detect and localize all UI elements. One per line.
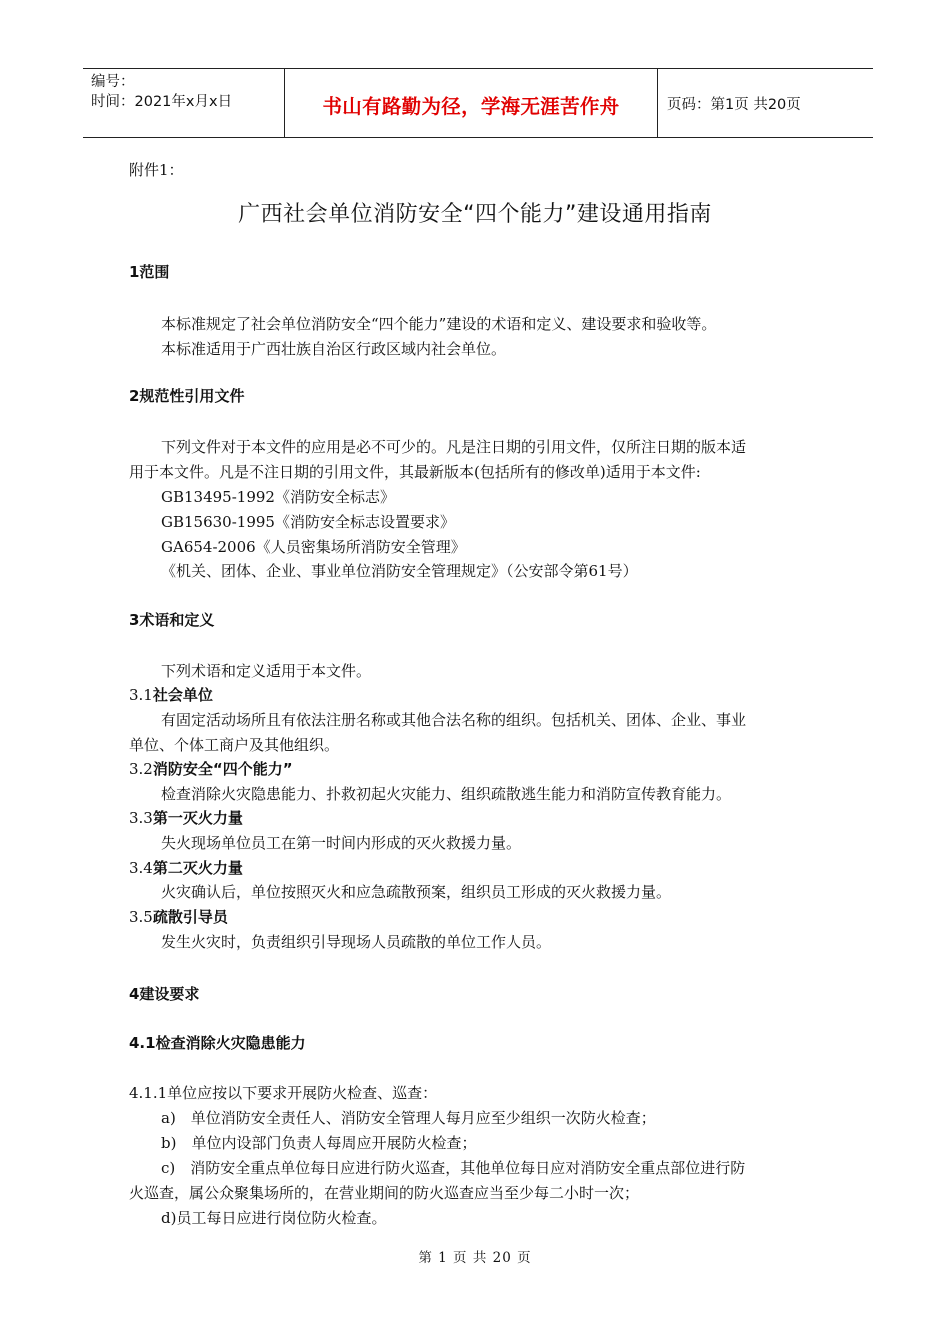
paragraph: 用于本文件。凡是不注日期的引用文件，其最新版本(包括所有的修改单)适用于本文件: bbox=[129, 463, 701, 481]
reference-item: GB15630-1995《消防安全标志设置要求》 bbox=[161, 513, 455, 531]
term-number: 3.4 bbox=[129, 859, 153, 877]
term-number: 3.5 bbox=[129, 908, 153, 926]
section-heading: 4建设要求 bbox=[129, 985, 200, 1003]
subsection-heading: 4.1检查消除火灾隐患能力 bbox=[129, 1034, 306, 1052]
header-meta bbox=[91, 72, 281, 112]
term-number: 3.1 bbox=[129, 686, 153, 704]
attachment-label: 附件1： bbox=[129, 161, 184, 179]
document-title: 广西社会单位消防安全“四个能力”建设通用指南 bbox=[238, 202, 712, 227]
term-heading bbox=[129, 858, 243, 878]
list-item: c) 消防安全重点单位每日应进行防火巡查，其他单位每日应对消防安全重点部位进行防 bbox=[161, 1159, 746, 1177]
term-heading bbox=[129, 808, 243, 828]
term-number: 3.3 bbox=[129, 809, 153, 827]
paragraph: 本标准规定了社会单位消防安全“四个能力”建设的术语和定义、建设要求和验收等。 bbox=[161, 315, 717, 333]
clause: 4.1.1单位应按以下要求开展防火检查、巡查： bbox=[129, 1084, 438, 1102]
term-definition: 单位、个体工商户及其他组织。 bbox=[129, 736, 340, 754]
header-page-info: 页码：第1页 共20页 bbox=[667, 97, 801, 113]
term-name: 消防安全“四个能力” bbox=[152, 760, 293, 778]
section-heading: 3术语和定义 bbox=[129, 611, 215, 629]
list-item: a) 单位消防安全责任人、消防安全管理人每月应至少组织一次防火检查； bbox=[161, 1109, 656, 1127]
document-number-label: 编号： bbox=[91, 74, 135, 90]
section-heading: 2规范性引用文件 bbox=[129, 387, 245, 405]
term-definition: 发生火灾时，负责组织引导现场人员疏散的单位工作人员。 bbox=[161, 933, 552, 951]
list-item: b) 单位内设部门负责人每周应开展防火检查； bbox=[161, 1134, 477, 1152]
paragraph: 本标准适用于广西壮族自治区行政区域内社会单位。 bbox=[161, 340, 507, 358]
reference-item: GB13495-1992《消防安全标志》 bbox=[161, 488, 395, 506]
header-divider bbox=[657, 69, 658, 137]
reference-item: GA654-2006《人员密集场所消防安全管理》 bbox=[161, 538, 466, 556]
term-definition: 火灾确认后，单位按照灭火和应急疏散预案，组织员工形成的灭火救援力量。 bbox=[161, 883, 672, 901]
reference-item: 《机关、团体、企业、事业单位消防安全管理规定》（公安部令第61号） bbox=[161, 562, 638, 580]
header-slogan: 书山有路勤为径，学海无涯苦作舟 bbox=[322, 95, 620, 118]
term-name: 社会单位 bbox=[152, 686, 213, 704]
term-number: 3.2 bbox=[129, 760, 153, 778]
term-definition: 失火现场单位员工在第一时间内形成的灭火救援力量。 bbox=[161, 834, 522, 852]
document-time-label: 时间：2021年x月x日 bbox=[91, 94, 233, 110]
term-definition: 检查消除火灾隐患能力、扑救初起火灾能力、组织疏散逃生能力和消防宣传教育能力。 bbox=[161, 785, 732, 803]
term-heading bbox=[129, 907, 228, 927]
term-name: 第二灭火力量 bbox=[152, 859, 243, 877]
paragraph: 下列术语和定义适用于本文件。 bbox=[161, 662, 372, 680]
paragraph: 下列文件对于本文件的应用是必不可少的。凡是注日期的引用文件，仅所注日期的版本适 bbox=[161, 438, 747, 456]
term-heading bbox=[129, 685, 213, 705]
list-item: 火巡查，属公众聚集场所的，在营业期间的防火巡查应当至少每二小时一次； bbox=[129, 1184, 640, 1202]
term-definition: 有固定活动场所且有依法注册名称或其他合法名称的组织。包括机关、团体、企业、事业 bbox=[161, 711, 747, 729]
list-item: d)员工每日应进行岗位防火检查。 bbox=[161, 1209, 387, 1227]
page-footer: 第 1 页 共 20 页 bbox=[418, 1250, 532, 1266]
term-name: 疏散引导员 bbox=[152, 908, 228, 926]
term-heading bbox=[129, 759, 293, 779]
term-name: 第一灭火力量 bbox=[152, 809, 243, 827]
section-heading: 1范围 bbox=[129, 263, 170, 281]
page-header bbox=[83, 68, 873, 138]
